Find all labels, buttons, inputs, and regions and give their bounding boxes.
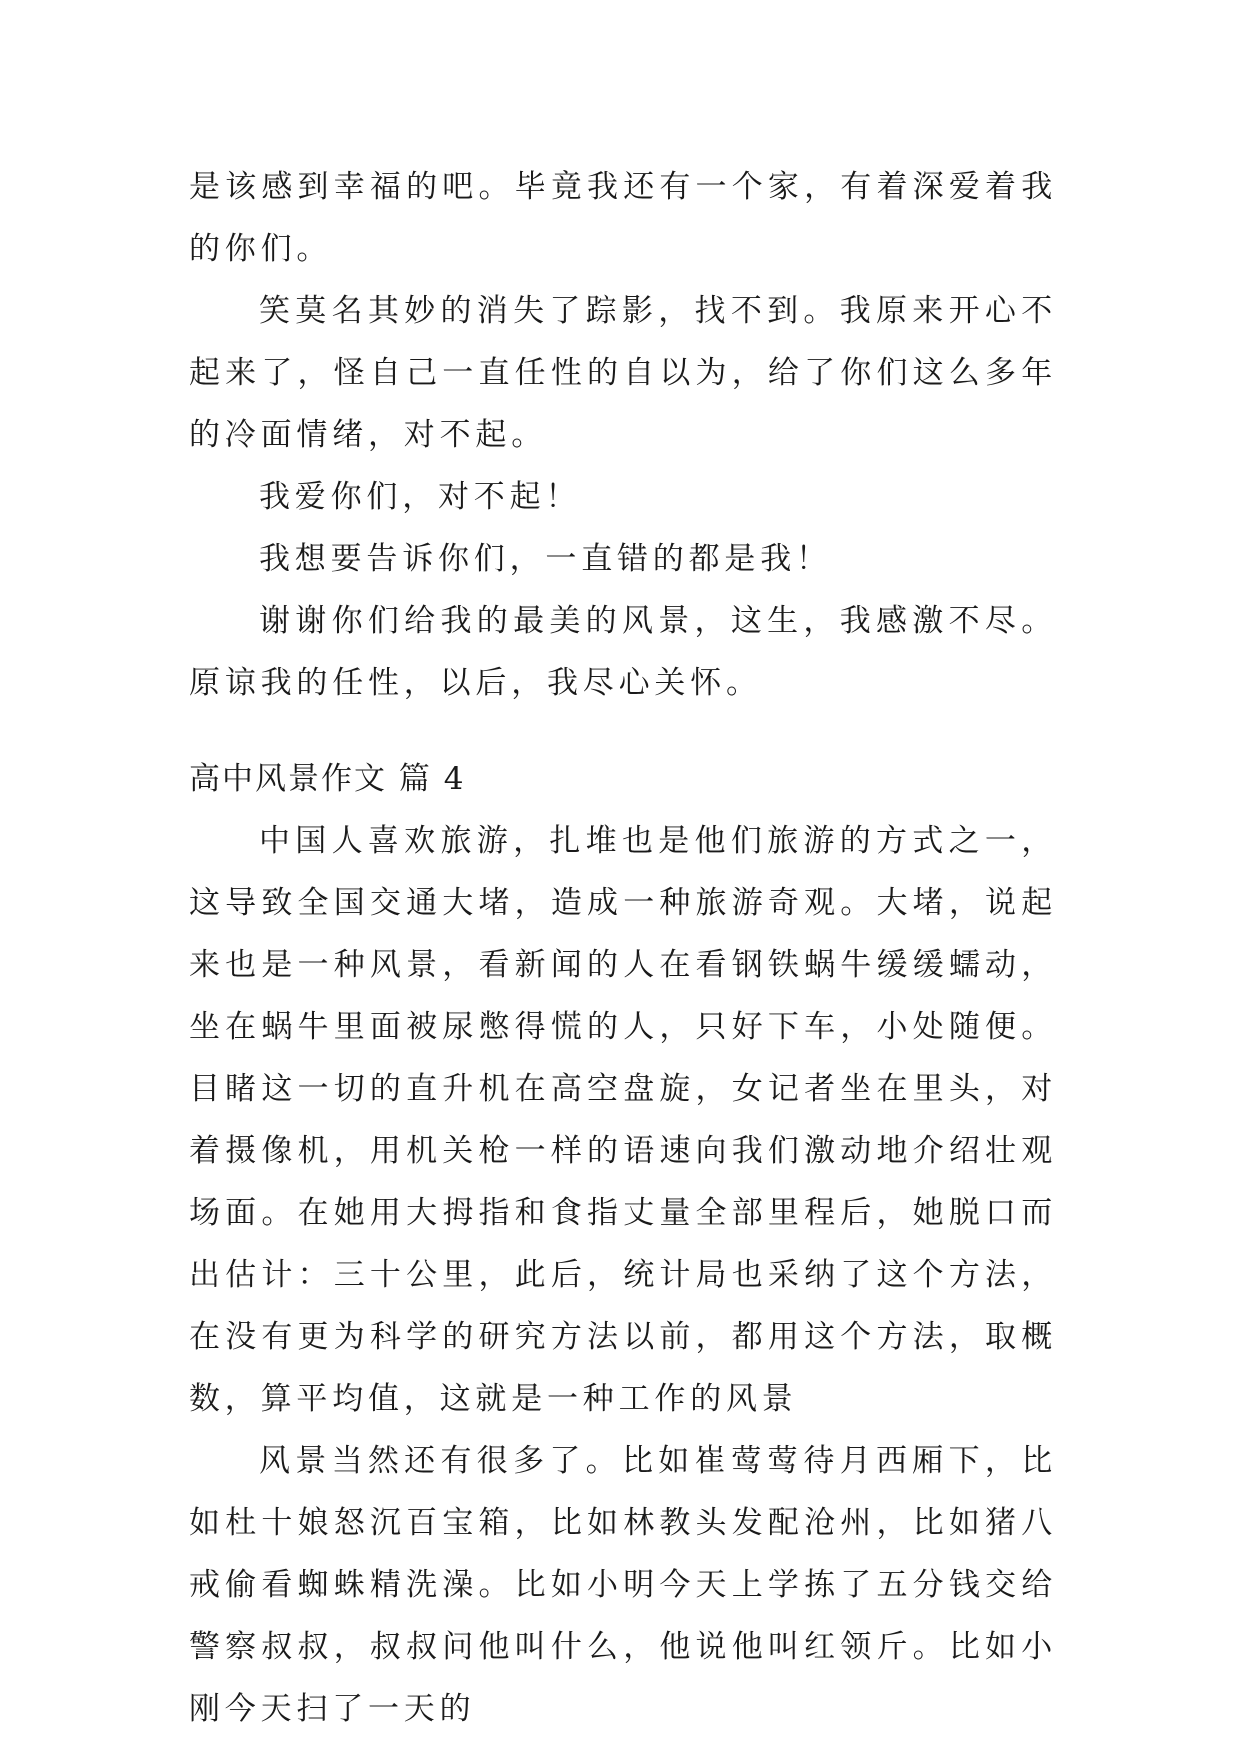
paragraph-laughter-lost: 笑莫名其妙的消失了踪影，找不到。我原来开心不起来了，怪自己一直任性的自以为，给了你们这么多年的冷面情绪，对不起。	[189, 293, 1057, 453]
paragraph-i-was-wrong: 我想要告诉你们，一直错的都是我！	[259, 541, 832, 577]
section-title: 高中风景作文 篇 4	[189, 761, 466, 797]
document-body	[189, 156, 1057, 1740]
paragraph-thank-you: 谢谢你们给我的最美的风景，这生，我感激不尽。原谅我的任性，以后，我尽心关怀。	[189, 603, 1057, 701]
paragraph-many-sceneries: 风景当然还有很多了。比如崔莺莺待月西厢下，比如杜十娘怒沉百宝箱，比如林教头发配沧州，比如猪八戒偷看蜘蛛精洗澡。比如小明今天上学拣了五分钱交给警察叔叔，叔叔问他叫什么，他说他叫红领斤。比如小刚今天扫了一天的	[189, 1443, 1057, 1727]
paragraph-continuation: 是该感到幸福的吧。毕竟我还有一个家，有着深爱着我的你们。	[189, 169, 1057, 267]
paragraph-i-love-you: 我爱你们，对不起！	[259, 479, 582, 515]
paragraph-travel-traffic: 中国人喜欢旅游，扎堆也是他们旅游的方式之一，这导致全国交通大堵，造成一种旅游奇观。大堵，说起来也是一种风景，看新闻的人在看钢铁蜗牛缓缓蠕动，坐在蜗牛里面被尿憋得慌的人，只好下车，小处随便。目睹这一切的直升机在高空盘旋，女记者坐在里头，对着摄像机，用机关枪一样的语速向我们激动地介绍壮观场面。在她用大拇指和食指丈量全部里程后，她脱口而出估计：三十公里，此后，统计局也采纳了这个方法，在没有更为科学的研究方法以前，都用这个方法，取概数，算平均值，这就是一种工作的风景	[189, 823, 1057, 1417]
